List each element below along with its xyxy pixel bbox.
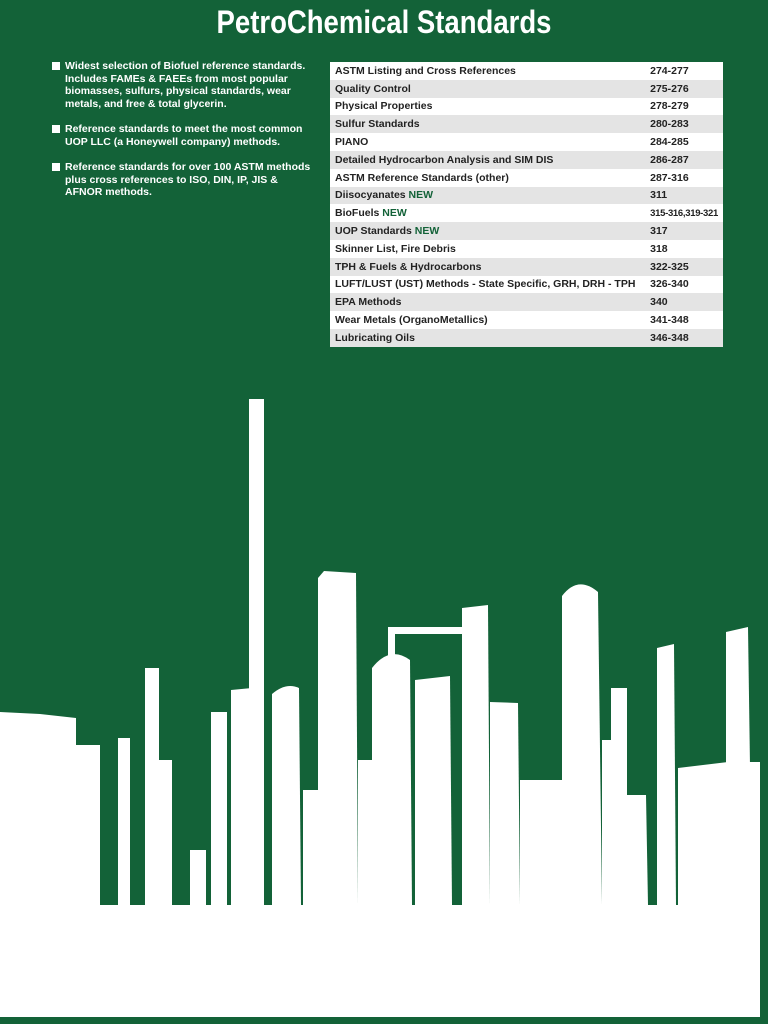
topic-label: UOP Standards xyxy=(335,225,412,238)
feature-bullet-text: Reference standards to meet the most common UOP LLC (a Honeywell company) methods. xyxy=(65,123,303,148)
page-range: 286-287 xyxy=(646,151,723,169)
topic-label: Wear Metals (OrganoMetallics) xyxy=(335,314,488,327)
topic-label: BioFuels xyxy=(335,207,380,220)
page-range: 284-285 xyxy=(646,133,723,151)
page-range: 278-279 xyxy=(646,98,723,116)
page-range: 346-348 xyxy=(646,329,723,347)
new-badge: NEW xyxy=(382,207,407,220)
topic-label: LUFT/LUST (UST) Methods - State Specific, GRH, DRH - TPH xyxy=(335,278,636,291)
page-range: 287-316 xyxy=(646,169,723,187)
new-badge: NEW xyxy=(408,189,434,202)
page-range: 326-340 xyxy=(646,276,723,294)
page-range: 322-325 xyxy=(646,258,723,276)
topic-label: Sulfur Standards xyxy=(335,118,420,131)
topic-label: Lubricating Oils xyxy=(335,331,415,344)
page-range: 318 xyxy=(646,240,723,258)
topic-label: ASTM Reference Standards (other) xyxy=(335,171,509,184)
page-range: 315-316,319-321 xyxy=(646,204,723,222)
page-range: 317 xyxy=(646,222,723,240)
page-range: 275-276 xyxy=(646,80,723,98)
page-range: 311 xyxy=(646,187,723,205)
topic-label: PIANO xyxy=(335,136,369,149)
new-badge: NEW xyxy=(414,225,440,238)
page-range: 274-277 xyxy=(646,62,723,80)
feature-bullet-text: Reference standards for over 100 ASTM methods plus cross references to ISO, DIN, IP, JIS & AFNOR methods. xyxy=(65,161,311,198)
topic-label: ASTM Listing and Cross References xyxy=(335,64,516,77)
topic-label: TPH & Fuels & Hydrocarbons xyxy=(335,260,482,273)
topic-label: Diisocyanates xyxy=(335,189,406,202)
page-range: 341-348 xyxy=(646,311,723,329)
page-range: 280-283 xyxy=(646,115,723,133)
topic-label: Skinner List, Fire Debris xyxy=(335,242,456,255)
topic-label: Physical Properties xyxy=(335,100,433,113)
feature-bullet-text: Widest selection of Biofuel reference standards. Includes FAMEs & FAEEs from most popular biomasses, sulfurs, physical standards, wear metals, and free & total glycerin. xyxy=(65,60,306,110)
topic-label: EPA Methods xyxy=(335,296,402,309)
page-title: PetroChemical Standards xyxy=(216,4,552,40)
page-range: 340 xyxy=(646,293,723,311)
topic-label: Detailed Hydrocarbon Analysis and SIM DIS xyxy=(335,153,554,166)
topic-label: Quality Control xyxy=(335,82,411,95)
